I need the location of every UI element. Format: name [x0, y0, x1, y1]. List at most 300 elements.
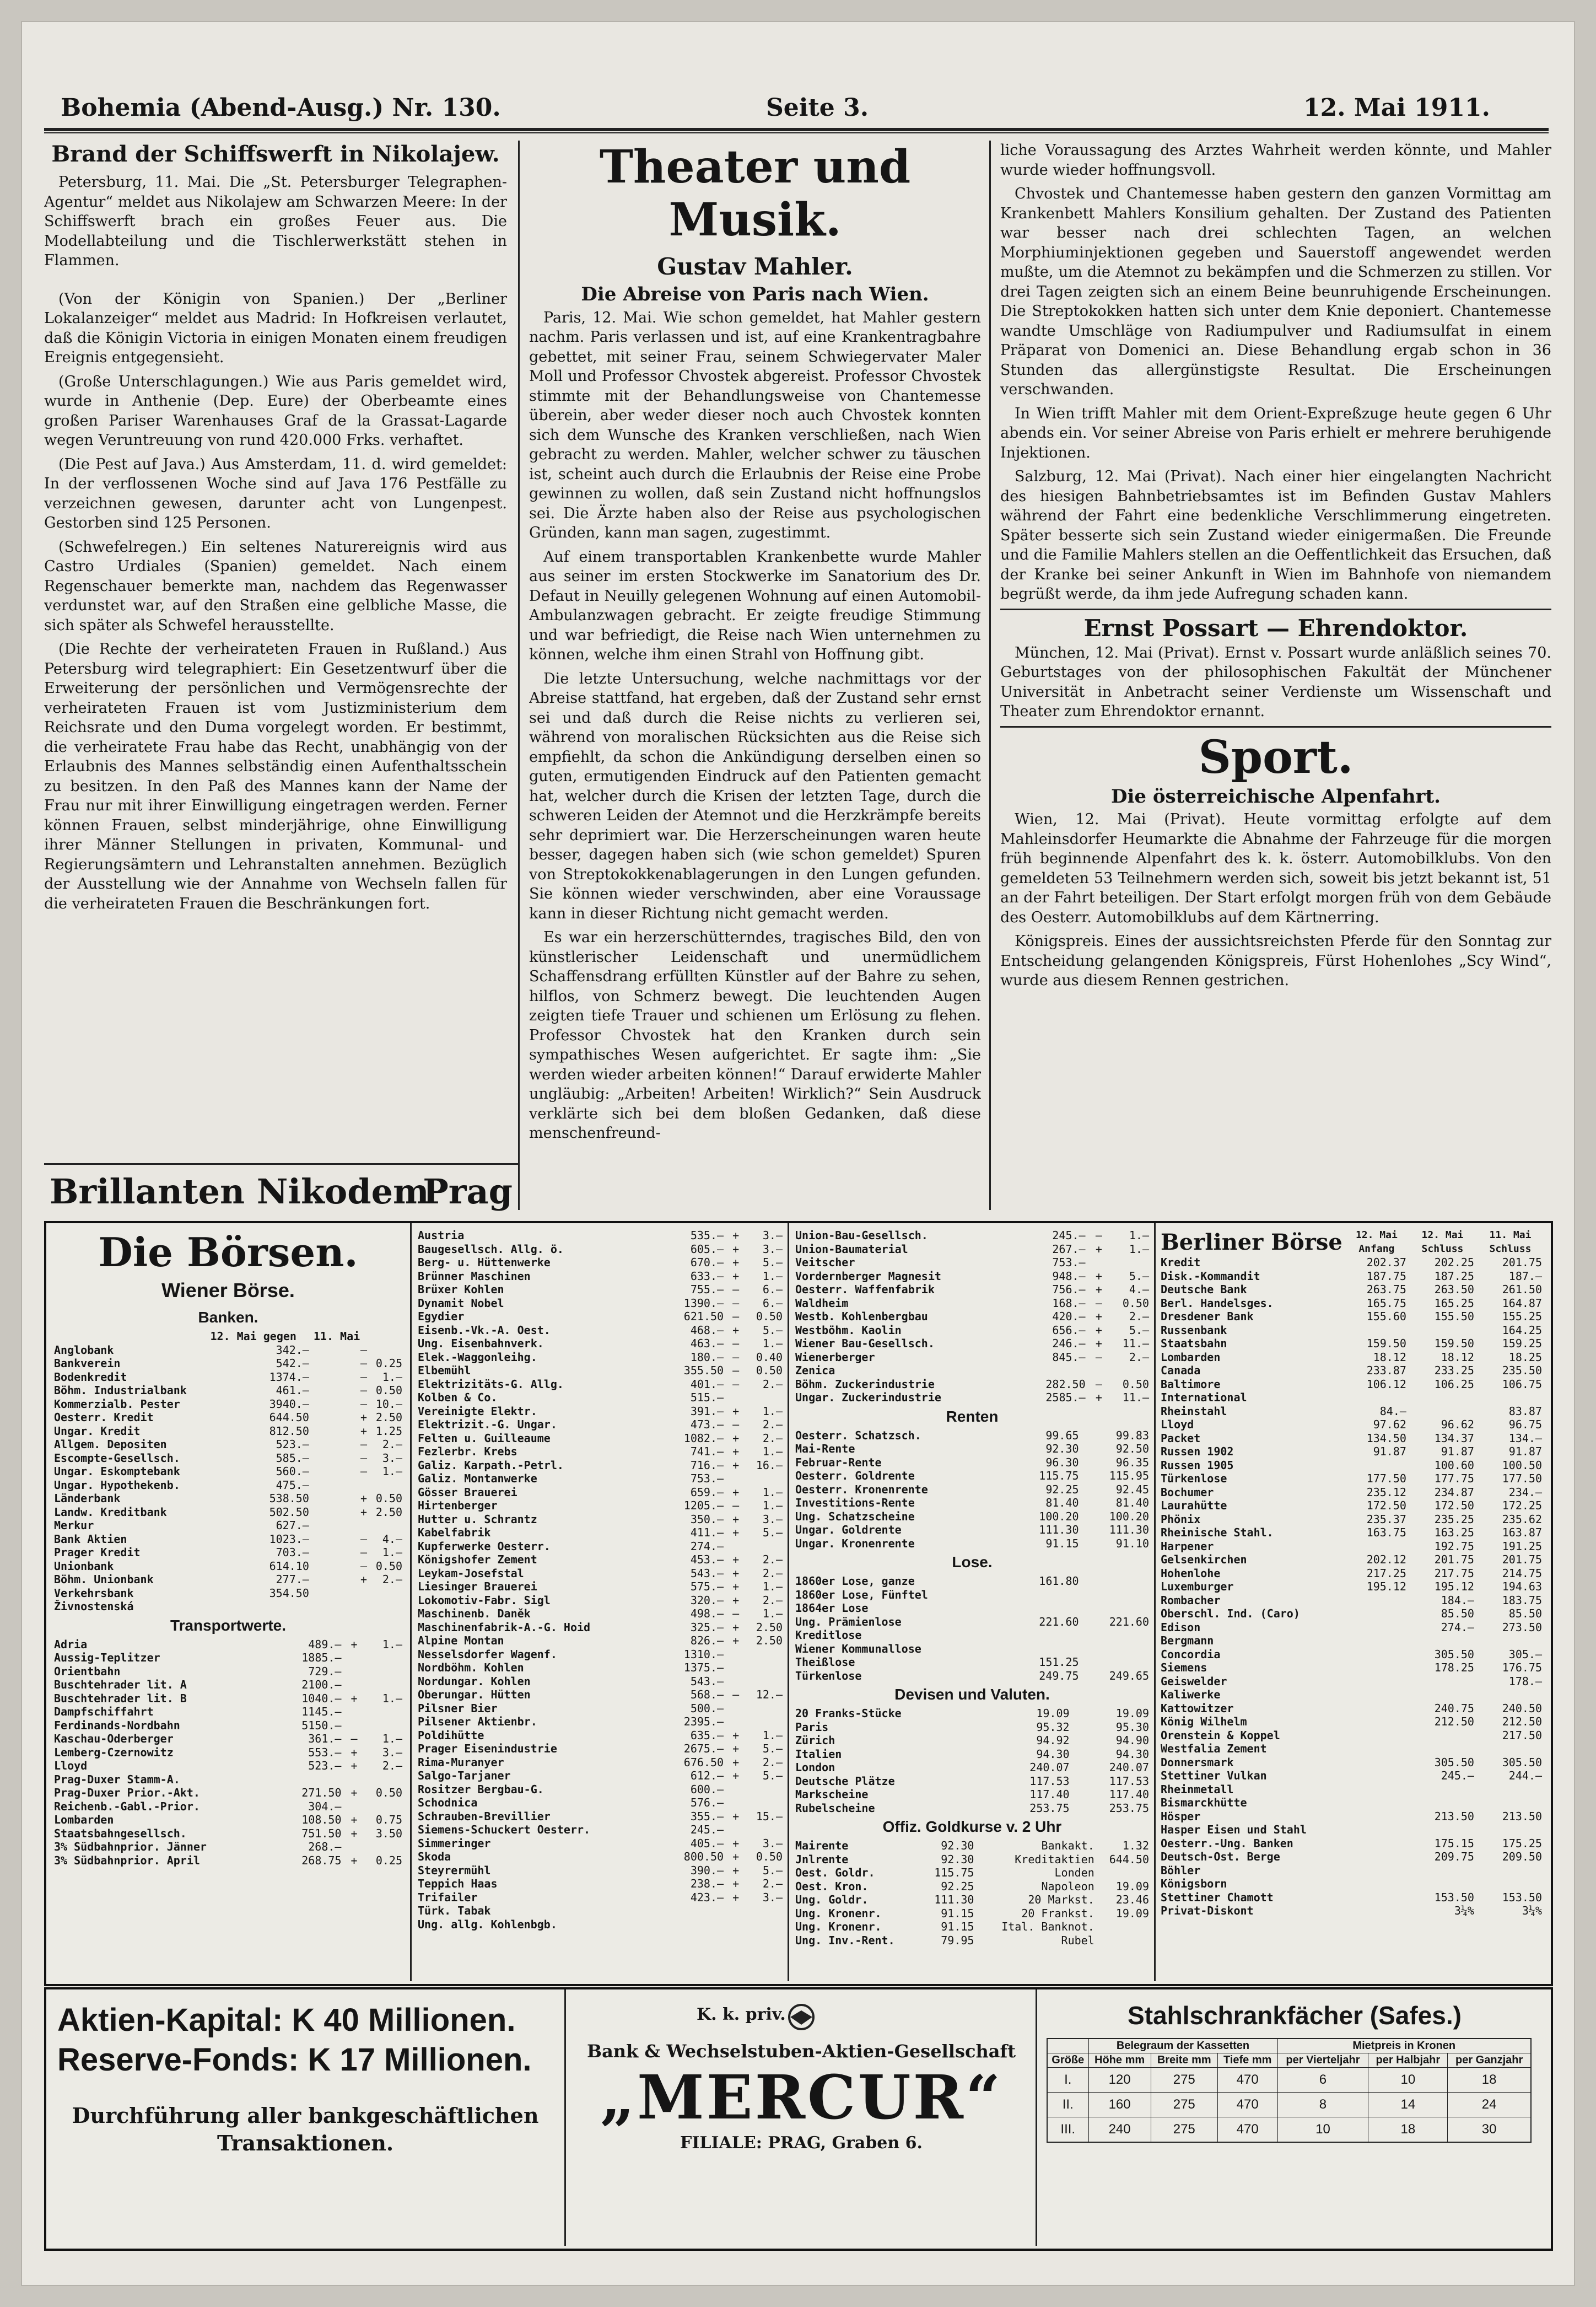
quote-value: 214.75 — [1502, 1566, 1542, 1580]
security-name: Dresdener Bank — [1161, 1310, 1254, 1323]
quote-value: 3¼% — [1454, 1904, 1474, 1917]
quote-value: 1390.— — [683, 1296, 724, 1310]
quote-value: 240.75 — [1434, 1701, 1474, 1715]
quote-value — [1345, 1324, 1409, 1337]
quote-value: — — [360, 1343, 367, 1357]
security-name: Paris — [795, 1720, 829, 1734]
quote-value — [343, 1719, 359, 1733]
safe-deposit-ad — [1047, 2001, 1543, 2143]
table-divider — [788, 1223, 789, 1981]
table-row — [52, 1651, 405, 1665]
security-name: Berg- u. Hüttenwerke — [418, 1256, 551, 1269]
table-row — [1158, 1756, 1544, 1770]
table-row — [1158, 1324, 1544, 1337]
security-name: Fezlerbr. Krebs — [418, 1445, 517, 1458]
header-rule-thin — [44, 132, 1549, 133]
quote-value: 0.50 — [1122, 1377, 1149, 1391]
quote-value: 175.15 — [1434, 1836, 1474, 1850]
security-name: Rubelscheine — [795, 1801, 875, 1815]
table-row — [416, 1918, 785, 1932]
quote-value: — — [732, 1499, 740, 1512]
security-name: Prag-Duxer Stamm-A. — [54, 1772, 180, 1786]
security-name: Ung. Goldr. — [795, 1893, 869, 1906]
quote-value: 1.— — [762, 1337, 783, 1350]
quote-value: 23.46 — [1115, 1893, 1149, 1906]
table-row — [52, 1357, 405, 1370]
quote-value: 2.— — [1129, 1350, 1149, 1364]
quote-value: — — [360, 1465, 367, 1478]
quote-value: 20 Frankst. — [1021, 1906, 1094, 1920]
quote-value: — — [360, 1546, 367, 1559]
quote-value — [1409, 1877, 1476, 1891]
article-subheading: Die österreichische Alpenfahrt. — [1110, 785, 1441, 808]
quote-value: + — [360, 1411, 367, 1424]
table-row — [1158, 1256, 1544, 1270]
quote-value — [741, 1648, 785, 1661]
quote-value: — — [732, 1418, 740, 1431]
quote-value: 163.75 — [1366, 1526, 1406, 1539]
security-name: König Wilhelm — [1161, 1715, 1247, 1728]
article-paragraph: In Wien trifft Mahler mit dem Orient-Expreßzuge heute gegen 6 Uhr abends ein. Vor seiner Abreise von Paris erhielt er mehrere beruhigende Injektionen. — [1000, 405, 1551, 461]
quote-value: 79.95 — [941, 1933, 974, 1947]
table-row — [52, 1813, 405, 1827]
table-row — [1158, 1283, 1544, 1297]
berlin-table — [1158, 1229, 1544, 1918]
quote-value — [1088, 1364, 1104, 1378]
quote-value: 1.— — [382, 1370, 402, 1384]
quote-value: — — [732, 1377, 740, 1391]
quote-value: 117.53 — [1029, 1774, 1070, 1788]
quote-value: 96.62 — [1441, 1418, 1474, 1431]
security-name: Privat-Diskont — [1161, 1904, 1254, 1917]
table-row — [1158, 1904, 1544, 1918]
header-center: Seite 3. — [766, 94, 869, 122]
quote-value: 155.50 — [1434, 1310, 1474, 1323]
quote-value: 92.25 — [1045, 1482, 1079, 1496]
quote-value: + — [732, 1269, 740, 1283]
quote-value: + — [1095, 1269, 1102, 1283]
table-row — [793, 1537, 1151, 1551]
quote-value — [726, 1472, 741, 1486]
quote-value: 3.— — [382, 1451, 402, 1465]
quote-value: 605.— — [690, 1242, 724, 1256]
quote-value — [1097, 1920, 1151, 1934]
column-divider — [518, 141, 520, 1210]
security-name: Kreditlose — [795, 1628, 862, 1642]
security-name: Bismarckhütte — [1161, 1796, 1247, 1809]
quote-value — [1476, 1688, 1544, 1702]
header-left: Bohemia (Abend-Ausg.) Nr. 130. — [61, 94, 501, 122]
quote-value — [726, 1661, 741, 1675]
table-row — [416, 1850, 785, 1864]
table-row — [793, 1496, 1151, 1510]
bank-address: FILIALE: PRAG, Graben 6. — [680, 2133, 923, 2153]
security-name: Leykam-Josefstal — [418, 1566, 524, 1580]
quote-value: 614.10 — [269, 1559, 309, 1573]
section-title: Theater und Musik. — [599, 141, 911, 246]
quote-value: 800.50 — [683, 1850, 724, 1863]
quote-value: — — [360, 1438, 367, 1451]
quote-value: 304.— — [308, 1799, 342, 1813]
quote-value — [1476, 1796, 1544, 1810]
table-row — [416, 1837, 785, 1851]
security-name: Italien — [795, 1747, 842, 1761]
table-row — [1158, 1418, 1544, 1432]
column-header — [52, 1330, 208, 1343]
quote-value: 134.37 — [1434, 1431, 1474, 1445]
quote-value: 553.— — [308, 1745, 342, 1759]
table-row — [793, 1574, 1151, 1588]
quote-value — [726, 1715, 741, 1729]
table-row — [416, 1297, 785, 1310]
table-row — [1158, 1297, 1544, 1310]
quote-value: 159.25 — [1502, 1337, 1542, 1350]
article-paragraph: Die letzte Untersuchung, welche nachmittags vor der Abreise stattfand, hat ergeben, daß der Zustand sehr ernst sei und daß durch die Reise nichts zu verlieren sei, während von moralischen Rücksichten aus die Reise sich empfiehlt, da schon die Ankündigung derselben einen so guten, ermutigenden Eindruck auf den Patienten gemacht hat, welcher durch die Krisen der letzten Tage, durch die schweren Leiden der Atemnot und die Herzkrämpfe bereits sehr deprimiert war. Die Herzerscheinungen waren heute besser, dagegen haben sich (wie schon gemeldet) Spuren von Streptokokkenablagerungen in den Lungen gefunden. Sie können wieder verschwinden, aber eine Voraussage kann in dieser Richtung nicht gemacht werden. — [529, 670, 981, 922]
article-paragraph: Es war ein herzerschütterndes, tragisches Bild, den von künstlerischer Leidenschaft und unermüdlichem Schaffensdrang erfüllten Künstler auf der Bahre zu sehen, hilflos, von Schmerz bewegt. Die leuchtenden Augen zeigten tiefe Trauer und schienen um Erlösung zu flehen. Professor Chvostek hat den Kranken durch sein sympathisches Wesen aufgerichtet. Er sagte ihm: „Sie werden wieder arbeiten können!“ Darauf erwiderte Mahler ungläubig: „Arbeiten! Arbeiten! Wirklich?“ Sein Ausdruck verklärte sich bei dem bloßen Gedanken, daß diese menschenfreund- — [529, 929, 981, 1142]
table-cell: 470 — [1217, 2117, 1277, 2143]
bonds-table — [793, 1429, 1151, 1551]
table-row — [52, 1438, 405, 1451]
table-row — [1158, 1472, 1544, 1486]
bank-name: „MERCUR“ — [600, 2062, 1003, 2133]
table-row — [52, 1800, 405, 1814]
security-name: Westböhm. Kaolin — [795, 1323, 902, 1337]
quote-value: + — [732, 1512, 740, 1526]
table-row — [1158, 1823, 1544, 1837]
quote-value — [1476, 1634, 1544, 1648]
security-name: London — [795, 1761, 835, 1774]
security-name: Ungar. Kronenrente — [795, 1536, 915, 1550]
table-row — [1158, 1445, 1544, 1459]
security-name: Salgo-Tarjaner — [418, 1769, 511, 1782]
security-name: Oberungar. Hütten — [418, 1688, 531, 1701]
table-row — [416, 1648, 785, 1661]
quote-value: 84.— — [1379, 1404, 1406, 1418]
quote-value — [1409, 1324, 1476, 1337]
table-row — [416, 1877, 785, 1891]
security-name: Lombarden — [54, 1813, 114, 1826]
table-row — [52, 1370, 405, 1384]
quote-value — [1345, 1729, 1409, 1743]
quote-value: 115.75 — [1039, 1469, 1079, 1482]
table-row — [416, 1310, 785, 1324]
quote-value: 274.— — [690, 1539, 724, 1553]
quote-value — [369, 1478, 405, 1492]
quote-value: 656.— — [1052, 1323, 1086, 1337]
quote-value: 111.30 — [1039, 1523, 1079, 1536]
quote-value — [1345, 1742, 1409, 1756]
table-row — [793, 1655, 1151, 1669]
quote-value: 2.50 — [375, 1505, 402, 1519]
quote-value — [1409, 1796, 1476, 1810]
table-row — [1158, 1607, 1544, 1621]
quote-value — [1081, 1588, 1151, 1602]
eagle-emblem-icon — [785, 2001, 818, 2034]
table-row — [416, 1499, 785, 1513]
quote-value: 1205.— — [683, 1499, 724, 1512]
quote-value — [1345, 1864, 1409, 1878]
security-name: Februar-Rente — [795, 1455, 882, 1469]
quote-value: 92.50 — [1115, 1442, 1149, 1455]
table-row — [1158, 1351, 1544, 1364]
security-name: Deutsche Plätze — [795, 1774, 895, 1788]
quote-value — [1345, 1459, 1409, 1472]
security-name: Buschtehrader lit. A — [54, 1678, 187, 1691]
security-name: Staatsbahn — [1161, 1337, 1227, 1350]
quote-value: 2.50 — [375, 1411, 402, 1424]
security-name: Westfalia Zement — [1161, 1742, 1267, 1755]
security-name: Ungar. Goldrente — [795, 1523, 902, 1536]
quote-value: 117.40 — [1029, 1788, 1070, 1801]
security-name: Merkur — [54, 1519, 94, 1532]
table-row — [1158, 1364, 1544, 1378]
quote-value: 1145.— — [301, 1705, 342, 1718]
security-name: Anglobank — [54, 1343, 114, 1357]
quote-value: 342.— — [276, 1343, 309, 1357]
table-row — [416, 1661, 785, 1675]
quote-value: 115.75 — [934, 1866, 974, 1879]
security-name: Pilsener Aktienbr. — [418, 1715, 537, 1728]
quote-value — [343, 1840, 359, 1854]
quote-value: 81.40 — [1045, 1496, 1079, 1509]
quote-value: 201.75 — [1502, 1553, 1542, 1566]
quote-value — [369, 1587, 405, 1600]
table-row — [793, 1456, 1151, 1470]
quote-value: 172.25 — [1502, 1499, 1542, 1512]
quote-value: 2.— — [762, 1566, 783, 1580]
quote-value — [1345, 1540, 1409, 1553]
security-name: Stettiner Vulkan — [1161, 1769, 1267, 1782]
table-row — [1158, 1796, 1544, 1810]
column-header: Breite mm — [1151, 2053, 1217, 2068]
table-row — [52, 1678, 405, 1692]
quote-value: 543.— — [690, 1566, 724, 1580]
quote-value: 12.— — [756, 1688, 783, 1701]
table-row — [793, 1920, 1151, 1934]
column-header: 11. Mai — [313, 1330, 360, 1343]
table-row — [793, 1893, 1151, 1907]
quote-value: 473.— — [690, 1418, 724, 1431]
table-cell: 470 — [1217, 2093, 1277, 2117]
table-row — [52, 1600, 405, 1614]
quote-value: 845.— — [1052, 1350, 1086, 1364]
quote-value: 2.— — [762, 1418, 783, 1431]
security-name: Rositzer Bergbau-G. — [418, 1782, 544, 1796]
security-name: Berl. Handelsges. — [1161, 1296, 1274, 1310]
quote-value: 585.— — [276, 1451, 309, 1465]
table-header: Belegraum der Kassetten — [1088, 2039, 1277, 2053]
quote-value — [726, 1702, 741, 1716]
quote-value: + — [351, 1691, 358, 1705]
quote-value: 92.25 — [941, 1879, 974, 1893]
security-name: Orientbahn — [54, 1664, 121, 1678]
quote-value: 463.— — [690, 1337, 724, 1350]
security-name: Türk. Tabak — [418, 1904, 491, 1917]
quote-value: 2.— — [762, 1431, 783, 1445]
quote-value: 92.30 — [941, 1839, 974, 1852]
article-paragraph: Königspreis. Eines der aussichtsreichsten Pferde für den Sonntag zur Entscheidung gelangenden Königspreis, Fürst Hohenlohes „Scy Wind“, wurde aus diesem Rennen gestrichen. — [1000, 933, 1551, 989]
quote-value — [726, 1540, 741, 1553]
article-paragraph: (Große Unterschlagungen.) Wie aus Paris gemeldet wird, wurde in Anthenie (Dep. Eure) der Oberbeamte eines großen Pariser Warenhauses Graf de la Grassat-Lagarde wegen Veruntreuung von rund 420.000 Frks. verhaftet. — [44, 373, 507, 449]
quote-value: 187.25 — [1434, 1269, 1474, 1283]
quote-value: 390.— — [690, 1863, 724, 1877]
security-name: Kaschau-Oderberger — [54, 1732, 174, 1745]
security-name: Bochumer — [1161, 1485, 1214, 1499]
table-row — [416, 1270, 785, 1283]
security-name: Reichenb.-Gabl.-Prior. — [54, 1799, 200, 1813]
quote-value: — — [360, 1559, 367, 1573]
quote-value: + — [732, 1742, 740, 1755]
quote-value — [1097, 1866, 1151, 1880]
quote-value — [279, 1773, 343, 1787]
security-name: Union-Baumaterial — [795, 1242, 908, 1256]
table-row — [1158, 1432, 1544, 1445]
security-name: Dampfschiffahrt — [54, 1705, 154, 1718]
table-row — [793, 1391, 1151, 1405]
quote-value: 177.50 — [1366, 1472, 1406, 1485]
quote-value: 1.— — [762, 1728, 783, 1742]
column-news — [44, 141, 507, 1160]
quote-value — [1104, 1364, 1151, 1378]
quote-value: + — [732, 1863, 740, 1877]
quote-value: 0.50 — [375, 1492, 402, 1505]
quote-value: + — [732, 1404, 740, 1418]
quote-value: 18.12 — [1441, 1350, 1474, 1364]
security-name: Packet — [1161, 1431, 1201, 1445]
article-paragraph: liche Voraussagung des Arztes Wahrheit werden könnte, und Mahler wurde wieder hoffnungsvoll. — [1000, 142, 1551, 179]
quote-value: 100.50 — [1502, 1458, 1542, 1472]
table-row — [1047, 2068, 1531, 2093]
quote-value: 576.— — [690, 1796, 724, 1809]
quote-value — [311, 1600, 369, 1614]
quote-value: 756.— — [1052, 1283, 1086, 1296]
table-row — [1158, 1661, 1544, 1675]
quote-value: 729.— — [308, 1664, 342, 1678]
bonds-currencies — [793, 1229, 1151, 1947]
security-name: Ungar. Eskomptebank — [54, 1465, 180, 1478]
quote-value: 535.— — [690, 1229, 724, 1242]
security-name: Buschtehrader lit. B — [54, 1691, 187, 1705]
table-row — [52, 1827, 405, 1841]
table-cell: 120 — [1088, 2068, 1151, 2093]
table-row — [793, 1469, 1151, 1483]
table-row — [416, 1405, 785, 1418]
table-cell: 160 — [1088, 2093, 1151, 2117]
table-row — [1158, 1378, 1544, 1391]
quote-value: + — [360, 1573, 367, 1586]
quote-value: 85.50 — [1441, 1607, 1474, 1620]
quote-value: 354.50 — [269, 1586, 309, 1600]
security-name: Dynamit Nobel — [418, 1296, 504, 1310]
quote-value: + — [732, 1256, 740, 1269]
security-name: Skoda — [418, 1850, 451, 1863]
quote-value: 240.07 — [1109, 1761, 1149, 1774]
quote-value: 202.37 — [1366, 1256, 1406, 1269]
quote-value — [726, 1391, 741, 1405]
quote-value — [343, 1665, 359, 1679]
quote-value: 1310.— — [683, 1647, 724, 1661]
quote-value: 195.12 — [1434, 1580, 1474, 1593]
quote-value — [369, 1600, 405, 1614]
table-row — [1158, 1891, 1544, 1905]
table-row — [1158, 1783, 1544, 1797]
quote-value: — — [351, 1732, 358, 1745]
security-name: Prager Kredit — [54, 1546, 141, 1559]
quote-value: 361.— — [308, 1732, 342, 1745]
table-row — [52, 1384, 405, 1397]
table-row — [52, 1505, 405, 1519]
security-name: Hirtenberger — [418, 1499, 498, 1512]
quote-value — [726, 1783, 741, 1797]
quote-value: 515.— — [690, 1391, 724, 1404]
table-row — [52, 1465, 405, 1478]
table-row — [793, 1324, 1151, 1337]
quote-value — [1409, 1729, 1476, 1743]
quote-value: 106.25 — [1434, 1377, 1474, 1391]
security-name: International — [1161, 1391, 1247, 1404]
quote-value: 263.50 — [1434, 1283, 1474, 1296]
table-row — [416, 1594, 785, 1607]
quote-value — [1345, 1756, 1409, 1770]
gold-rates-table — [793, 1839, 1151, 1947]
security-name: Wiener Bau-Gesellsch. — [795, 1337, 935, 1350]
quote-value: 19.09 — [1115, 1879, 1149, 1893]
table-row — [416, 1783, 785, 1797]
quote-value: 95.30 — [1115, 1720, 1149, 1734]
quote-value — [1011, 1628, 1081, 1642]
quote-value — [1476, 1783, 1544, 1797]
quote-value: 0.50 — [756, 1364, 783, 1377]
quote-value — [741, 1675, 785, 1688]
quote-value: 268.— — [308, 1840, 342, 1853]
table-row — [416, 1891, 785, 1905]
table-row — [52, 1786, 405, 1800]
security-name: 3% Südbahnprior. April — [54, 1853, 200, 1867]
quote-value: 560.— — [276, 1465, 309, 1478]
security-name: Gösser Brauerei — [418, 1485, 517, 1499]
quote-value: 5150.— — [301, 1718, 342, 1732]
security-name: Escompte-Gesellsch. — [54, 1451, 180, 1465]
table-cell: I. — [1047, 2068, 1088, 2093]
security-name: Königshofer Zement — [418, 1553, 537, 1566]
quote-value — [343, 1705, 359, 1719]
table-row — [793, 1337, 1151, 1351]
column-header: 12. Mai gegen — [210, 1330, 296, 1343]
table-section: Transportwerte. — [170, 1616, 287, 1634]
quote-value: 461.— — [276, 1384, 309, 1397]
ad-brand: Brillanten Nikodem — [50, 1171, 429, 1212]
table-row — [793, 1880, 1151, 1894]
quote-value: 1.— — [762, 1580, 783, 1593]
quote-value — [1345, 1783, 1409, 1797]
table-row — [1158, 1769, 1544, 1783]
header-rule — [44, 128, 1549, 131]
quote-value: 96.75 — [1508, 1418, 1542, 1431]
quote-value — [1409, 1675, 1476, 1688]
table-row — [416, 1580, 785, 1594]
table-row — [793, 1761, 1151, 1774]
table-row — [52, 1546, 405, 1559]
quote-value — [1011, 1642, 1081, 1656]
quote-value: + — [351, 1813, 358, 1826]
quote-value: 5.— — [762, 1769, 783, 1782]
table-cell: 18 — [1448, 2068, 1531, 2093]
safe-title: Stahlschrankfächer (Safes.) — [1128, 2001, 1462, 2030]
quote-value: 2.— — [762, 1377, 783, 1391]
quote-value: 716.— — [690, 1458, 724, 1472]
quote-value: 163.25 — [1434, 1526, 1474, 1539]
quote-value: + — [1095, 1391, 1102, 1404]
